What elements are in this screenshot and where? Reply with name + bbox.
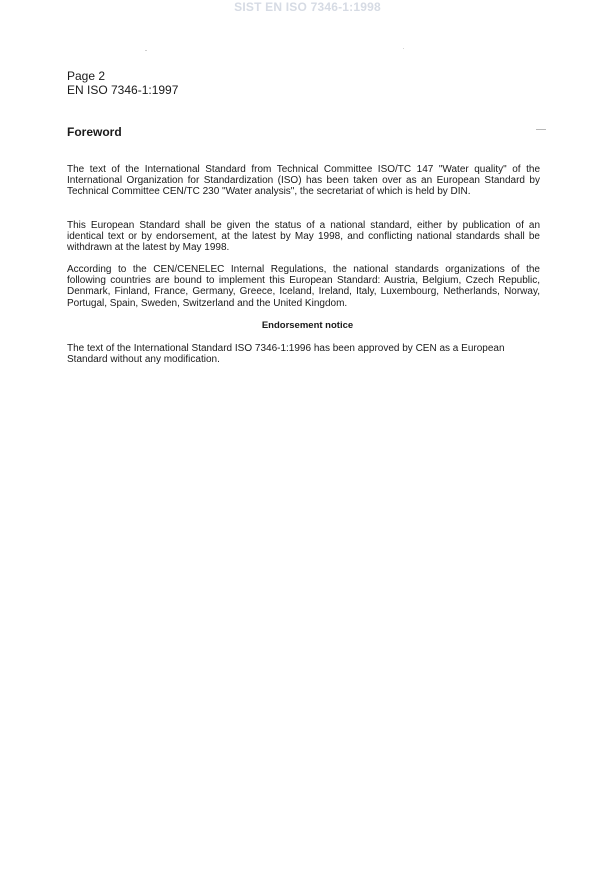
endorsement-heading: Endorsement notice — [261, 320, 354, 331]
endorsement-paragraph: The text of the International Standard ISO 7346-1:1996 has been approved by CEN as a European Standard without any modification. — [67, 343, 505, 366]
standard-number: EN ISO 7346-1:1997 — [67, 83, 179, 97]
page-number: Page 2 — [67, 69, 106, 83]
watermark-text: SIST EN ISO 7346-1:1998 — [234, 0, 381, 14]
page-header — [67, 69, 178, 97]
foreword-heading: Foreword — [67, 125, 122, 139]
scan-speck — [145, 50, 147, 51]
foreword-paragraph-2: This European Standard shall be given the status of a national standard, either by publication of an identical text or by endorsement, at the latest by May 1998, and conflicting national standards shall be withdrawn at the latest by May 1998. — [67, 220, 540, 254]
scan-speck — [403, 48, 404, 49]
foreword-paragraph-1: The text of the International Standard from Technical Committee ISO/TC 147 "Water quality" of the International Organization for Standardization (ISO) has been taken over as an European Standard by Technical Committee CEN/TC 230 "Water analysis", the secretariat of which is held by DIN. — [67, 164, 540, 198]
scan-speck — [536, 129, 546, 130]
foreword-paragraph-3: According to the CEN/CENELEC Internal Regulations, the national standards organizations of the following countries are bound to implement this European Standard: Austria, Belgium, Czech Republic, Denmark, Finland, France, Germany, Greece, Iceland, Ireland, Italy, Luxembourg, Netherlands, Norway, Portugal, Spain, Sweden, Switzerland and the United Kingdom. — [67, 264, 540, 309]
